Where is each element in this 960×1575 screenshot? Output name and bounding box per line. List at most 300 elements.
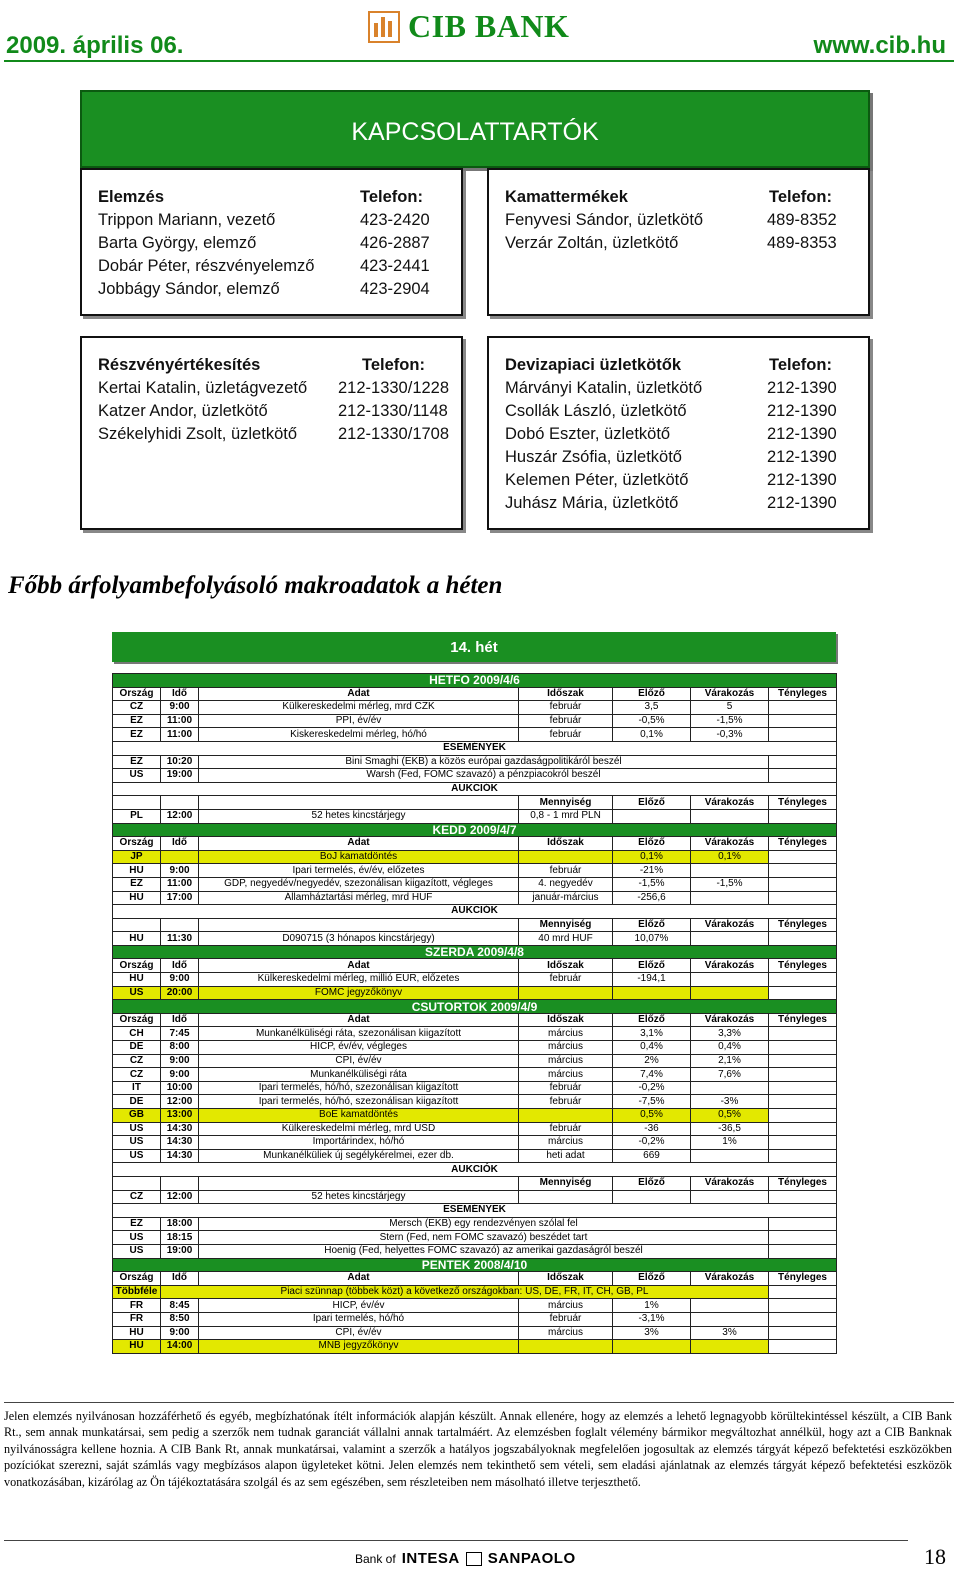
events-header-row [113, 741, 837, 755]
indicator-cell: Ipari termelés, hó/hó, szezonálisan kiigazított [199, 1095, 519, 1109]
cib-bank-logo [368, 8, 569, 45]
column-header: Előző [613, 959, 691, 973]
country-cell: HU [113, 891, 161, 905]
previous-cell: 3% [613, 1326, 691, 1340]
column-header: Mennyiség [519, 918, 613, 932]
column-header: Tényleges [769, 1272, 837, 1286]
actual-cell [769, 973, 837, 987]
country-cell: CZ [113, 1054, 161, 1068]
column-header: Ország [113, 837, 161, 851]
column-header: Előző [613, 1176, 691, 1190]
actual-cell [769, 1340, 837, 1354]
previous-cell: 0,4% [613, 1041, 691, 1055]
column-header: Tényleges [769, 687, 837, 701]
previous-cell: -0,5% [613, 714, 691, 728]
country-cell: US [113, 986, 161, 1000]
column-header: Mennyiség [519, 1176, 613, 1190]
time-cell: 9:00 [161, 1326, 199, 1340]
events-header-row [113, 1204, 837, 1218]
previous-cell [613, 1190, 691, 1204]
actual-cell [769, 701, 837, 715]
time-cell: 11:00 [161, 877, 199, 891]
column-header: Idő [161, 1272, 199, 1286]
day-header-row [113, 1000, 837, 1014]
contact-phone: 212-1330/1148 [338, 402, 448, 420]
contacts-title: KAPCSOLATTARTÓK [80, 90, 870, 168]
expected-cell: 0,5% [691, 1109, 769, 1123]
time-cell: 11:30 [161, 932, 199, 946]
indicator-cell: FOMC jegyzőkönyv [199, 986, 519, 1000]
event-row [113, 1244, 837, 1258]
column-header: Idő [161, 1013, 199, 1027]
column-header: Adat [199, 959, 519, 973]
contact-name: Dobó Eszter, üzletkötő [505, 425, 671, 443]
column-header: Várakozás [691, 796, 769, 810]
expected-cell [691, 891, 769, 905]
column-header: Adat [199, 837, 519, 851]
contact-name: Huszár Zsófia, üzletkötő [505, 448, 682, 466]
day-header-row [113, 945, 837, 959]
column-header: Idő [161, 837, 199, 851]
contact-name: Jobbágy Sándor, elemző [98, 280, 280, 298]
period-cell: február [519, 1095, 613, 1109]
contact-name: Trippon Mariann, vezető [98, 211, 276, 229]
actual-cell [769, 986, 837, 1000]
blank-cell [769, 1217, 837, 1231]
country-cell: DE [113, 1095, 161, 1109]
previous-cell: 0,5% [613, 1109, 691, 1123]
contact-name: Barta György, elemző [98, 234, 257, 252]
sanpaolo-logo-icon [466, 1552, 482, 1566]
previous-cell: 3,1% [613, 1027, 691, 1041]
box-heading: Elemzés [98, 188, 165, 206]
previous-cell: 669 [613, 1149, 691, 1163]
period-cell [519, 850, 613, 864]
column-header: Adat [199, 1013, 519, 1027]
column-header: Mennyiség [519, 796, 613, 810]
footer-divider [4, 1540, 908, 1541]
time-cell: 9:00 [161, 973, 199, 987]
time-cell: 14:30 [161, 1149, 199, 1163]
indicator-cell: BoJ kamatdöntés [199, 850, 519, 864]
column-header: Várakozás [691, 1176, 769, 1190]
period-cell: március [519, 1041, 613, 1055]
column-header: Várakozás [691, 1272, 769, 1286]
country-cell: EZ [113, 755, 161, 769]
actual-cell [769, 1081, 837, 1095]
actual-cell [769, 1122, 837, 1136]
day-header: PENTEK 2008/4/10 [113, 1258, 837, 1272]
data-row [113, 877, 837, 891]
data-row [113, 1299, 837, 1313]
column-header-row [113, 687, 837, 701]
time-cell: 14:00 [161, 1340, 199, 1354]
expected-cell: -36,5 [691, 1122, 769, 1136]
period-cell: február [519, 1312, 613, 1326]
time-cell: 7:45 [161, 1027, 199, 1041]
expected-cell [691, 1312, 769, 1326]
expected-cell: 5 [691, 701, 769, 715]
actual-cell [769, 1109, 837, 1123]
country-cell: US [113, 1244, 161, 1258]
indicator-cell: Ipari termelés, év/év, előzetes [199, 864, 519, 878]
column-header: Előző [613, 837, 691, 851]
contact-name: Fenyvesi Sándor, üzletkötő [505, 211, 704, 229]
time-cell: 12:00 [161, 1190, 199, 1204]
week-label: 14. hét [112, 632, 836, 662]
time-cell: 18:00 [161, 1217, 199, 1231]
section-heading: Főbb árfolyambefolyásoló makroadatok a héten [8, 572, 503, 599]
contact-name: Dobár Péter, részvényelemző [98, 257, 315, 275]
country-cell: CZ [113, 701, 161, 715]
previous-cell: -3,1% [613, 1312, 691, 1326]
expected-cell: 3% [691, 1326, 769, 1340]
period-cell: 40 mrd HUF [519, 932, 613, 946]
column-header: Időszak [519, 959, 613, 973]
contact-phone: 212-1390 [767, 448, 837, 466]
country-cell: EZ [113, 714, 161, 728]
column-header: Várakozás [691, 1013, 769, 1027]
contact-box-fx-dealers [487, 336, 870, 530]
auction-column-header-row [113, 796, 837, 810]
indicator-cell: Külkereskedelmi mérleg, millió EUR, előzetes [199, 973, 519, 987]
report-date: 2009. április 06. [6, 32, 184, 59]
previous-cell: 2% [613, 1054, 691, 1068]
actual-cell [769, 891, 837, 905]
expected-cell: 1% [691, 1136, 769, 1150]
contact-phone: 212-1390 [767, 379, 837, 397]
indicator-cell: Munkanélküliségi ráta, szezonálisan kiigazított [199, 1027, 519, 1041]
blank-cell [161, 796, 199, 810]
column-header: Idő [161, 687, 199, 701]
contact-phone: 423-2441 [360, 257, 430, 275]
period-cell: február [519, 728, 613, 742]
country-cell: CH [113, 1027, 161, 1041]
expected-cell [691, 932, 769, 946]
footer-brand-prefix: Bank of [355, 1551, 396, 1566]
blank-cell [199, 1176, 519, 1190]
contact-name: Kertai Katalin, üzletágvezető [98, 379, 308, 397]
time-cell: 9:00 [161, 701, 199, 715]
day-header: KEDD 2009/4/7 [113, 823, 837, 837]
period-cell: 4. negyedév [519, 877, 613, 891]
period-cell: március [519, 1027, 613, 1041]
expected-cell [691, 986, 769, 1000]
country-cell: PL [113, 809, 161, 823]
column-header: Időszak [519, 687, 613, 701]
indicator-cell: CPI, év/év [199, 1326, 519, 1340]
column-header: Ország [113, 959, 161, 973]
column-header: Előző [613, 687, 691, 701]
period-cell: február [519, 1122, 613, 1136]
contact-phone: 489-8353 [767, 234, 837, 252]
actual-cell [769, 1299, 837, 1313]
contact-box-equity-sales [80, 336, 463, 530]
country-cell: EZ [113, 1217, 161, 1231]
column-header-row [113, 837, 837, 851]
column-header: Tényleges [769, 1013, 837, 1027]
data-row [113, 714, 837, 728]
period-cell [519, 986, 613, 1000]
column-header: Adat [199, 1272, 519, 1286]
event-description: Bini Smaghi (EKB) a közös európai gazdaságpolitikáról beszél [199, 755, 769, 769]
column-header: Előző [613, 796, 691, 810]
blank-cell [113, 796, 161, 810]
actual-cell [769, 728, 837, 742]
country-cell: HU [113, 932, 161, 946]
box-heading: Devizapiaci üzletkötők [505, 356, 682, 374]
previous-cell: 10,07% [613, 932, 691, 946]
period-cell: március [519, 1068, 613, 1082]
time-cell: 20:00 [161, 986, 199, 1000]
actual-cell [769, 932, 837, 946]
column-header: Előző [613, 1013, 691, 1027]
period-cell: február [519, 864, 613, 878]
event-row [113, 755, 837, 769]
period-cell [519, 1109, 613, 1123]
expected-cell [691, 973, 769, 987]
actual-cell [769, 1312, 837, 1326]
column-header: Tényleges [769, 837, 837, 851]
day-header-row [113, 674, 837, 688]
period-cell: február [519, 701, 613, 715]
period-cell: március [519, 1326, 613, 1340]
time-cell: 19:00 [161, 769, 199, 783]
time-cell: 9:00 [161, 1054, 199, 1068]
footer-brand-intesa: INTESA [401, 1550, 460, 1567]
column-header: Időszak [519, 1013, 613, 1027]
expected-cell: -1,5% [691, 877, 769, 891]
day-header: HETFO 2009/4/6 [113, 674, 837, 688]
contact-phone: 212-1390 [767, 402, 837, 420]
blank-cell [199, 918, 519, 932]
contact-name: Katzer Andor, üzletkötő [98, 402, 268, 420]
country-cell: HU [113, 864, 161, 878]
previous-cell [613, 809, 691, 823]
time-cell: 8:00 [161, 1041, 199, 1055]
holiday-description: Piaci szünnap (többek közt) a következő országokban: US, DE, FR, IT, CH, GB, PL [161, 1285, 769, 1299]
blank-cell [769, 1285, 837, 1299]
time-cell: 13:00 [161, 1109, 199, 1123]
period-cell: február [519, 1081, 613, 1095]
country-cell: EZ [113, 728, 161, 742]
auctions-header-row [113, 782, 837, 796]
column-header-row [113, 959, 837, 973]
previous-cell [613, 986, 691, 1000]
disclaimer-text: Jelen elemzés nyilvánosan hozzáférhető és egyéb, megbízhatónak ítélt információk alapján készült. Annak ellenére, hogy az elemzés a lehető legnagyobb körültekintéssel készült, a CIB Bank Rt., sem annak munkatársai, sem pedig a szerzők nem tudnak garanciát vállalni annak tartalmáért. Az elemzésben foglalt vélemény bármikor megváltozhat annélkül, hogy azt a CIB Banknak nyilvánosságra kellene hoznia. A CIB Bank Rt, annak munkatársai, valamint a szerzők a hatályos jogszabályoknak megfelelően jogosultak az elemzés tárgyát képező befektetési eszközökben pozíciókat szerezni, saját számlás vagy megbízásos alapon ügyleteket kötni. Jelen elemzés nem tekinthető sem vételi, sem eladási ajánlatnak az elemzés tárgyát képező befektetési eszközök vonatkozásában, kizárólag az Ön tájékoztatására szolgál és az sem egészében, sem részleteiben nem másolható illetve terjeszthető. [4, 1409, 952, 1489]
actual-cell [769, 864, 837, 878]
expected-cell: 3,3% [691, 1027, 769, 1041]
time-cell: 18:15 [161, 1231, 199, 1245]
time-cell: 10:00 [161, 1081, 199, 1095]
column-header: Idő [161, 959, 199, 973]
column-header: Ország [113, 1272, 161, 1286]
actual-cell [769, 1041, 837, 1055]
country-cell: US [113, 1122, 161, 1136]
event-description: Stern (Fed, nem FOMC szavazó) beszédet tart [199, 1231, 769, 1245]
blank-cell [769, 1231, 837, 1245]
expected-cell [691, 1299, 769, 1313]
data-row [113, 1136, 837, 1150]
country-cell: CZ [113, 1068, 161, 1082]
indicator-cell: HICP, év/év [199, 1299, 519, 1313]
indicator-cell: Külkereskedelmi mérleg, mrd USD [199, 1122, 519, 1136]
column-header-row [113, 1013, 837, 1027]
country-cell: DE [113, 1041, 161, 1055]
indicator-cell: Munkanélküliek új segélykérelmei, ezer db. [199, 1149, 519, 1163]
period-cell: heti adat [519, 1149, 613, 1163]
auction-row [113, 932, 837, 946]
period-cell: március [519, 1299, 613, 1313]
actual-cell [769, 850, 837, 864]
auctions-header-row [113, 905, 837, 919]
column-header: Várakozás [691, 837, 769, 851]
blank-cell [769, 1244, 837, 1258]
expected-cell [691, 1190, 769, 1204]
expected-cell: -0,3% [691, 728, 769, 742]
country-cell: CZ [113, 1190, 161, 1204]
indicator-cell: Ipari termelés, hó/hó [199, 1312, 519, 1326]
phone-label: Telefon: [360, 188, 423, 206]
data-row [113, 1149, 837, 1163]
indicator-cell: Külkereskedelmi mérleg, mrd CZK [199, 701, 519, 715]
expected-cell: 0,4% [691, 1041, 769, 1055]
footer-brand-sanpaolo: SANPAOLO [487, 1550, 576, 1567]
indicator-cell: HICP, év/év, végleges [199, 1041, 519, 1055]
column-header: Időszak [519, 1272, 613, 1286]
contact-phone: 212-1390 [767, 471, 837, 489]
contact-phone: 212-1390 [767, 494, 837, 512]
column-header: Tényleges [769, 959, 837, 973]
period-cell: január-március [519, 891, 613, 905]
indicator-cell: Államháztartási mérleg, mrd HUF [199, 891, 519, 905]
actual-cell [769, 1068, 837, 1082]
previous-cell [613, 1340, 691, 1354]
event-description: Warsh (Fed, FOMC szavazó) a pénzpiacokról beszél [199, 769, 769, 783]
event-description: Mersch (EKB) egy rendezvényen szólal fel [199, 1217, 769, 1231]
auctions-header: AUKCIÓK [113, 905, 837, 919]
blank-cell [769, 769, 837, 783]
time-cell: 11:00 [161, 728, 199, 742]
time-cell: 17:00 [161, 891, 199, 905]
indicator-cell: MNB jegyzőkönyv [199, 1340, 519, 1354]
box-heading: Kamattermékek [505, 188, 628, 206]
footer-brand [355, 1550, 576, 1567]
column-header: Adat [199, 687, 519, 701]
contact-name: Kelemen Péter, üzletkötő [505, 471, 689, 489]
phone-label: Telefon: [362, 356, 425, 374]
column-header: Várakozás [691, 918, 769, 932]
time-cell [161, 850, 199, 864]
previous-cell: 0,1% [613, 850, 691, 864]
country-cell: FR [113, 1299, 161, 1313]
country-cell: EZ [113, 877, 161, 891]
auctions-header: AUKCIÓK [113, 782, 837, 796]
indicator-cell: CPI, év/év [199, 1054, 519, 1068]
time-cell: 19:00 [161, 1244, 199, 1258]
expected-cell [691, 864, 769, 878]
contact-name: Juhász Mária, üzletkötő [505, 494, 679, 512]
data-row [113, 973, 837, 987]
event-row [113, 1217, 837, 1231]
expected-cell: 0,1% [691, 850, 769, 864]
contact-name: Verzár Zoltán, üzletkötő [505, 234, 679, 252]
time-cell: 12:00 [161, 809, 199, 823]
country-cell: HU [113, 1340, 161, 1354]
contact-name: Márványi Katalin, üzletkötő [505, 379, 703, 397]
expected-cell: 2,1% [691, 1054, 769, 1068]
time-cell: 14:30 [161, 1136, 199, 1150]
holiday-row [113, 1285, 837, 1299]
time-cell: 8:45 [161, 1299, 199, 1313]
actual-cell [769, 1190, 837, 1204]
column-header: Tényleges [769, 796, 837, 810]
previous-cell: -0,2% [613, 1081, 691, 1095]
time-cell: 10:20 [161, 755, 199, 769]
time-cell: 14:30 [161, 1122, 199, 1136]
website-link[interactable]: www.cib.hu [813, 32, 946, 59]
day-header-row [113, 1258, 837, 1272]
expected-cell: 7,6% [691, 1068, 769, 1082]
country-cell: US [113, 1231, 161, 1245]
data-row [113, 1068, 837, 1082]
country-cell: FR [113, 1312, 161, 1326]
indicator-cell: PPI, év/év [199, 714, 519, 728]
column-header: Tényleges [769, 918, 837, 932]
column-header: Várakozás [691, 959, 769, 973]
blank-cell [113, 918, 161, 932]
event-description: Hoenig (Fed, helyettes FOMC szavazó) az amerikai gazdaságról beszél [199, 1244, 769, 1258]
period-cell [519, 1340, 613, 1354]
country-cell: GB [113, 1109, 161, 1123]
auction-row [113, 809, 837, 823]
contact-phone: 423-2420 [360, 211, 430, 229]
period-cell: február [519, 714, 613, 728]
time-cell: 8:50 [161, 1312, 199, 1326]
phone-label: Telefon: [769, 356, 832, 374]
previous-cell: -194,1 [613, 973, 691, 987]
column-header: Előző [613, 918, 691, 932]
country-cell: US [113, 769, 161, 783]
period-cell: március [519, 1136, 613, 1150]
previous-cell: -21% [613, 864, 691, 878]
indicator-cell: GDP, negyedév/negyedév, szezonálisan kiigazított, végleges [199, 877, 519, 891]
country-cell: HU [113, 1326, 161, 1340]
country-cell: IT [113, 1081, 161, 1095]
previous-cell: 0,1% [613, 728, 691, 742]
auction-column-header-row [113, 1176, 837, 1190]
contact-box-analysis [80, 168, 463, 316]
indicator-cell: BoE kamatdöntés [199, 1109, 519, 1123]
time-cell: 9:00 [161, 1068, 199, 1082]
data-row [113, 728, 837, 742]
day-header: CSUTORTOK 2009/4/9 [113, 1000, 837, 1014]
column-header-row [113, 1272, 837, 1286]
expected-cell [691, 1081, 769, 1095]
data-row [113, 1326, 837, 1340]
auctions-header-row [113, 1163, 837, 1177]
country-cell: HU [113, 973, 161, 987]
data-row [113, 1340, 837, 1354]
data-row [113, 1027, 837, 1041]
previous-cell: -1,5% [613, 877, 691, 891]
indicator-cell: Ipari termelés, hó/hó, szezonálisan kiigazított [199, 1081, 519, 1095]
data-row [113, 1109, 837, 1123]
auctions-header: AUKCIÓK [113, 1163, 837, 1177]
data-row [113, 1312, 837, 1326]
brand-name: CIB BANK [408, 8, 570, 44]
expected-cell [691, 809, 769, 823]
